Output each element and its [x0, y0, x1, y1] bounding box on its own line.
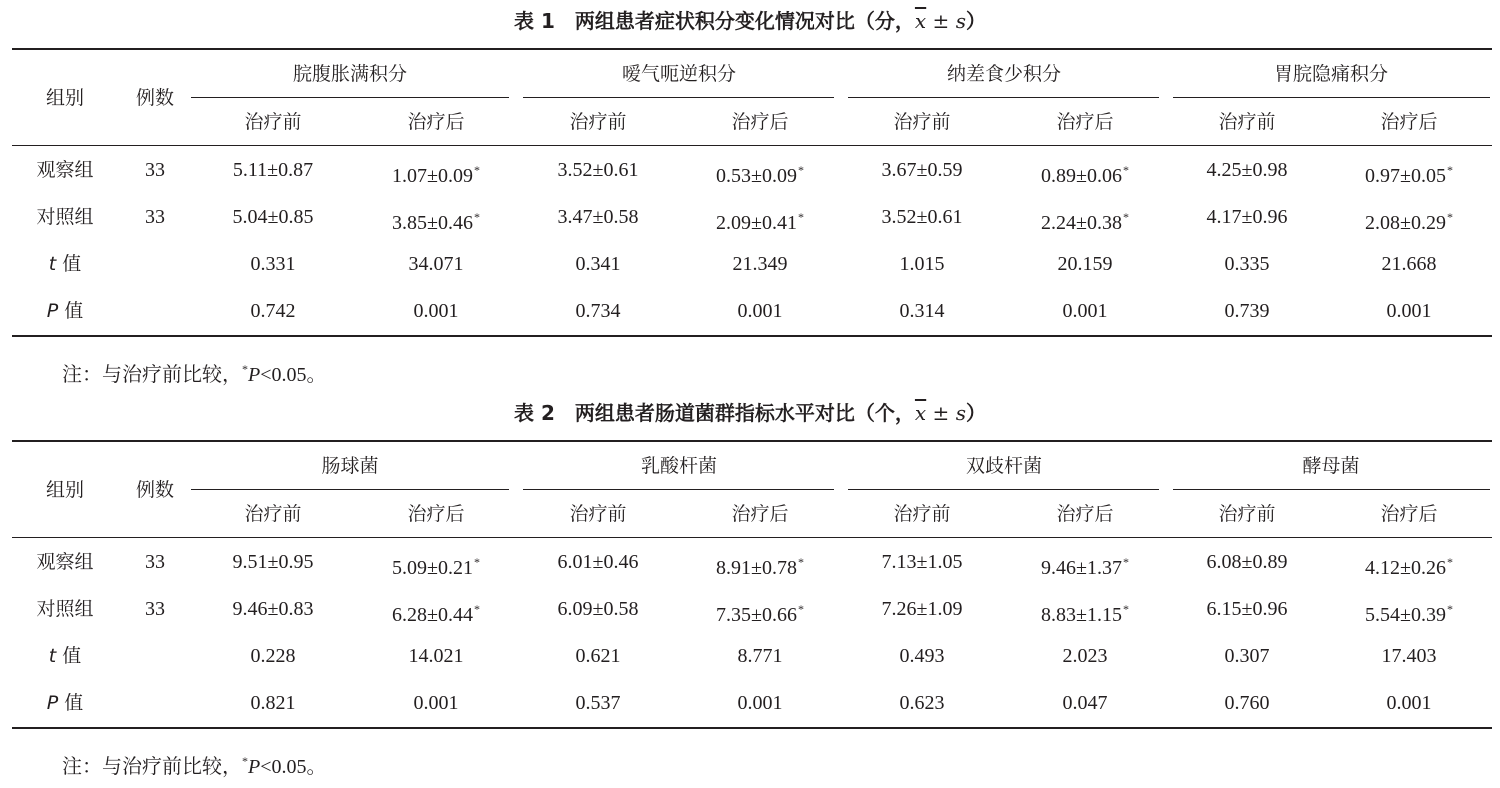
table-cell: [518, 193, 678, 241]
table-cell: [356, 585, 516, 633]
significance-mark: *: [473, 163, 480, 177]
caption-plus-minus: ±: [926, 401, 956, 425]
subheader-after: 治疗后: [407, 111, 465, 133]
significance-mark: *: [473, 210, 480, 224]
cell-value: 0.89±0.06: [1041, 165, 1122, 187]
note-p: P: [248, 364, 261, 386]
significance-mark: *: [473, 555, 480, 569]
stat-symbol: P: [46, 692, 59, 714]
subheader-after: 治疗后: [1380, 503, 1438, 525]
table-cell: [1167, 632, 1327, 680]
column-group-header: 胃脘隐痛积分: [1273, 63, 1388, 85]
cell-value: 21.349: [732, 253, 788, 275]
cell-value: 9.51±0.95: [232, 551, 314, 573]
table-cell: [356, 679, 516, 727]
cell-value: 0.734: [575, 300, 621, 322]
caption-mean-symbol: $\overline{x}$: [914, 9, 927, 33]
table-cell: [518, 632, 678, 680]
table-cell: [1167, 146, 1327, 194]
table-cell: [1005, 585, 1165, 633]
cell-value: 0.821: [250, 692, 296, 714]
cell-value: 9.46±0.83: [232, 598, 314, 620]
table-cell: [193, 632, 353, 680]
subheader-after: 治疗后: [1056, 503, 1114, 525]
significance-mark: *: [797, 210, 804, 224]
cell-value: 0.307: [1224, 645, 1270, 667]
row-label: [5, 679, 125, 727]
table-cell: [518, 585, 678, 633]
significance-mark: *: [1122, 210, 1129, 224]
cell-value: 0.001: [1062, 300, 1108, 322]
cell-value: 0.047: [1062, 692, 1108, 714]
note-prefix: 注：与治疗前比较，: [62, 754, 242, 778]
cell-value: 9.46±1.37: [1041, 557, 1122, 579]
sample-size: 33: [145, 551, 165, 573]
cell-value: 0.623: [899, 692, 945, 714]
table-cell: [1329, 146, 1489, 194]
table-cell: [842, 287, 1002, 335]
significance-mark: *: [1446, 163, 1453, 177]
subheader-before: 治疗前: [1218, 503, 1276, 525]
table-cell: [680, 146, 840, 194]
bottom-rule: [12, 335, 1492, 337]
cell-value: 3.47±0.58: [557, 206, 639, 228]
cell-value: 3.67±0.59: [881, 159, 963, 181]
table-cell: [1329, 679, 1489, 727]
cell-value: 21.668: [1381, 253, 1437, 275]
cell-value: 1.015: [899, 253, 945, 275]
cell-value: 3.85±0.46: [392, 212, 473, 234]
cell-value: 0.001: [413, 692, 459, 714]
column-group-header: 肠球菌: [321, 455, 379, 477]
caption-plus-minus: ±: [926, 9, 956, 33]
cell-value: 6.09±0.58: [557, 598, 639, 620]
cell-value: 0.537: [575, 692, 621, 714]
subheader-before: 治疗前: [893, 503, 951, 525]
stat-label: 值: [56, 645, 82, 667]
stat-symbol: P: [46, 300, 59, 322]
table-cell: [1329, 585, 1489, 633]
sample-size: 33: [145, 206, 165, 228]
row-label: 对照组: [36, 598, 94, 620]
significance-mark: *: [797, 163, 804, 177]
cell-value: 3.52±0.61: [557, 159, 639, 181]
significance-mark: *: [797, 602, 804, 616]
significance-mark: *: [1122, 602, 1129, 616]
cell-value: 0.314: [899, 300, 945, 322]
table-cell: [518, 538, 678, 586]
note-threshold: <0.05: [260, 364, 307, 386]
table-cell: [1167, 585, 1327, 633]
cell-value: 17.403: [1381, 645, 1437, 667]
note-end: 。: [306, 362, 327, 386]
subheader-before: 治疗前: [569, 111, 627, 133]
table-cell: [1167, 538, 1327, 586]
table-cell: [518, 146, 678, 194]
table-cell: [193, 193, 353, 241]
cell-value: 0.001: [413, 300, 459, 322]
cell-value: 2.24±0.38: [1041, 212, 1122, 234]
cell-value: 0.621: [575, 645, 621, 667]
cell-value: 0.739: [1224, 300, 1270, 322]
table-cell: [356, 538, 516, 586]
row-label: 观察组: [36, 551, 94, 573]
note-threshold: <0.05: [260, 756, 307, 778]
table-cell: [356, 146, 516, 194]
cell-value: 0.228: [250, 645, 296, 667]
significance-mark: *: [1446, 602, 1453, 616]
note-star: *: [242, 754, 248, 768]
table-cell: [1329, 240, 1489, 288]
subheader-after: 治疗后: [1380, 111, 1438, 133]
table-cell: [1005, 287, 1165, 335]
table-cell: [356, 632, 516, 680]
table-cell: [842, 632, 1002, 680]
subheader-before: 治疗前: [1218, 111, 1276, 133]
table-cell: [1005, 240, 1165, 288]
caption-text: 表 2 两组患者肠道菌群指标水平对比（个，: [514, 401, 915, 425]
stat-symbol: t: [48, 253, 57, 275]
cell-value: 4.12±0.26: [1365, 557, 1446, 579]
cell-value: 0.001: [1386, 300, 1432, 322]
table-cell: [680, 632, 840, 680]
table-cell: [1005, 679, 1165, 727]
stat-label: 值: [58, 300, 84, 322]
table-note: [62, 748, 327, 780]
cell-value: 6.28±0.44: [392, 604, 473, 626]
sample-size: 33: [145, 159, 165, 181]
significance-mark: *: [1122, 555, 1129, 569]
table-cell: [193, 240, 353, 288]
column-group-header: 酵母菌: [1302, 455, 1360, 477]
row-label: [5, 240, 125, 288]
subheader-after: 治疗后: [407, 503, 465, 525]
note-end: 。: [306, 754, 327, 778]
table-cell: [356, 240, 516, 288]
cell-value: 14.021: [408, 645, 464, 667]
cell-value: 2.08±0.29: [1365, 212, 1446, 234]
table-cell: [1005, 538, 1165, 586]
header-group: 组别: [45, 87, 84, 109]
table-caption: [0, 401, 1500, 425]
table-cell: [680, 679, 840, 727]
subheader-before: 治疗前: [569, 503, 627, 525]
subheader-after: 治疗后: [731, 503, 789, 525]
cell-value: 0.493: [899, 645, 945, 667]
header-sample-size: 例数: [135, 479, 174, 501]
table-cell: [680, 585, 840, 633]
table-cell: [1329, 193, 1489, 241]
cell-value: 2.09±0.41: [716, 212, 797, 234]
subheader-after: 治疗后: [1056, 111, 1114, 133]
cell-value: 8.83±1.15: [1041, 604, 1122, 626]
cell-value: 7.35±0.66: [716, 604, 797, 626]
cell-value: 5.09±0.21: [392, 557, 473, 579]
table-cell: [193, 538, 353, 586]
table-cell: [1329, 632, 1489, 680]
table-note: [62, 356, 327, 388]
table-cell: [1167, 240, 1327, 288]
caption-text: 表 1 两组患者症状积分变化情况对比（分，: [514, 9, 915, 33]
caption-sd-symbol: s: [955, 401, 966, 425]
column-group-header: 双歧杆菌: [965, 455, 1042, 477]
table-cell: [1329, 538, 1489, 586]
table-cell: [1005, 193, 1165, 241]
table-cell: [842, 193, 1002, 241]
table-cell: [1167, 193, 1327, 241]
table-cell: [193, 585, 353, 633]
cell-value: 0.97±0.05: [1365, 165, 1446, 187]
cell-value: 5.04±0.85: [232, 206, 314, 228]
subheader-before: 治疗前: [244, 111, 302, 133]
significance-mark: *: [1122, 163, 1129, 177]
cell-value: 0.335: [1224, 253, 1270, 275]
table-cell: [356, 193, 516, 241]
cell-value: 5.11±0.87: [232, 159, 314, 181]
header-group: 组别: [45, 479, 84, 501]
cell-value: 0.001: [737, 692, 783, 714]
column-group-header: 脘腹胀满积分: [292, 63, 407, 85]
table-cell: [193, 287, 353, 335]
cell-value: 4.17±0.96: [1206, 206, 1288, 228]
column-group-header: 纳差食少积分: [946, 63, 1061, 85]
cell-value: 4.25±0.98: [1206, 159, 1288, 181]
table-cell: [842, 679, 1002, 727]
cell-value: 20.159: [1057, 253, 1113, 275]
cell-value: 8.771: [737, 645, 783, 667]
table-cell: [842, 240, 1002, 288]
significance-mark: *: [1446, 555, 1453, 569]
significance-mark: *: [797, 555, 804, 569]
cell-value: 6.15±0.96: [1206, 598, 1288, 620]
table-cell: [680, 287, 840, 335]
table-cell: [518, 240, 678, 288]
table-caption: [0, 9, 1500, 33]
table-cell: [842, 585, 1002, 633]
table-cell: [1005, 146, 1165, 194]
cell-value: 6.01±0.46: [557, 551, 639, 573]
column-group-header: 嗳气呃逆积分: [621, 63, 736, 85]
cell-value: 0.001: [1386, 692, 1432, 714]
column-group-header: 乳酸杆菌: [640, 455, 717, 477]
table-cell: [1167, 679, 1327, 727]
cell-value: 0.760: [1224, 692, 1270, 714]
table-cell: [518, 287, 678, 335]
table-cell: [842, 146, 1002, 194]
caption-sd-symbol: s: [955, 9, 966, 33]
stat-label: 值: [56, 253, 82, 275]
row-label: [5, 287, 125, 335]
bottom-rule: [12, 727, 1492, 729]
subheader-before: 治疗前: [244, 503, 302, 525]
cell-value: 34.071: [408, 253, 464, 275]
significance-mark: *: [1446, 210, 1453, 224]
caption-mean-symbol: $\overline{x}$: [914, 401, 927, 425]
table-cell: [680, 193, 840, 241]
table-cell: [1167, 287, 1327, 335]
note-star: *: [242, 362, 248, 376]
sample-size: 33: [145, 598, 165, 620]
cell-value: 8.91±0.78: [716, 557, 797, 579]
note-p: P: [248, 756, 261, 778]
cell-value: 2.023: [1062, 645, 1108, 667]
cell-value: 0.001: [737, 300, 783, 322]
cell-value: 0.341: [575, 253, 621, 275]
table-cell: [356, 287, 516, 335]
stat-label: 值: [58, 692, 84, 714]
note-prefix: 注：与治疗前比较，: [62, 362, 242, 386]
table-cell: [1329, 287, 1489, 335]
cell-value: 6.08±0.89: [1206, 551, 1288, 573]
table-cell: [842, 538, 1002, 586]
cell-value: 1.07±0.09: [392, 165, 473, 187]
cell-value: 7.26±1.09: [881, 598, 963, 620]
cell-value: 7.13±1.05: [881, 551, 963, 573]
subheader-after: 治疗后: [731, 111, 789, 133]
stat-symbol: t: [48, 645, 57, 667]
table-cell: [518, 679, 678, 727]
cell-value: 0.53±0.09: [716, 165, 797, 187]
caption-close: ）: [965, 9, 986, 33]
row-label: 观察组: [36, 159, 94, 181]
header-sample-size: 例数: [135, 87, 174, 109]
subheader-before: 治疗前: [893, 111, 951, 133]
table-cell: [193, 679, 353, 727]
significance-mark: *: [473, 602, 480, 616]
cell-value: 3.52±0.61: [881, 206, 963, 228]
table-cell: [680, 538, 840, 586]
table-cell: [1005, 632, 1165, 680]
cell-value: 5.54±0.39: [1365, 604, 1446, 626]
cell-value: 0.331: [250, 253, 296, 275]
row-label: 对照组: [36, 206, 94, 228]
caption-close: ）: [965, 401, 986, 425]
table-cell: [680, 240, 840, 288]
row-label: [5, 632, 125, 680]
cell-value: 0.742: [250, 300, 296, 322]
table-cell: [193, 146, 353, 194]
